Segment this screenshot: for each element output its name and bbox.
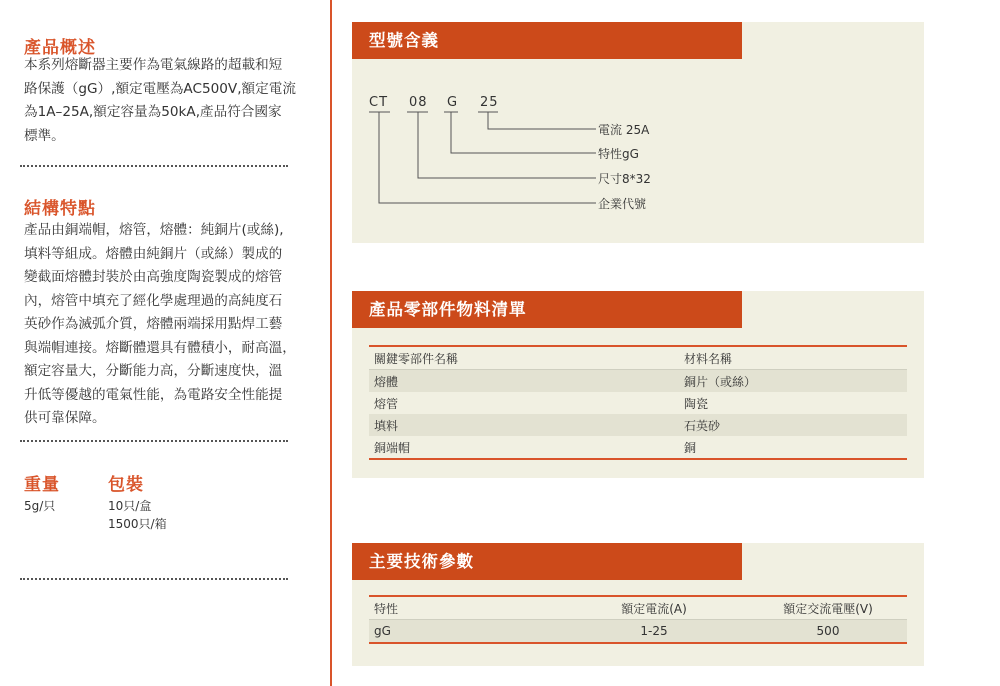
structure-text — [24, 219, 300, 431]
overview-text — [24, 54, 300, 148]
header-part: 關鍵零部件名稱 — [369, 346, 679, 370]
divider — [20, 440, 288, 442]
tech-table — [369, 595, 907, 644]
code-ct: CT — [369, 95, 389, 110]
structure-title: 結構特點 — [24, 199, 96, 219]
structure-line: 產品由銅端帽，熔管，熔體：純銅片(或絲), — [24, 222, 284, 238]
header-rated-current: 額定電流(A) — [559, 596, 749, 620]
structure-line: 填料等組成。熔體由純銅片（或絲）製成的 — [24, 245, 283, 262]
label-company: 企業代號 — [598, 197, 647, 211]
divider — [20, 165, 288, 167]
model-panel — [352, 22, 924, 243]
parts-title: 產品零部件物料清單 — [352, 291, 742, 328]
part-name: 熔體 — [369, 370, 679, 393]
parts-panel — [352, 291, 924, 478]
overview-line: 標準。 — [24, 127, 65, 144]
tech-panel — [352, 543, 924, 666]
material-name: 石英砂 — [679, 414, 907, 436]
characteristic-value: gG — [369, 620, 559, 644]
label-characteristic: 特性gG — [598, 147, 639, 161]
overview-title: 產品概述 — [24, 38, 96, 58]
table-row — [369, 392, 907, 414]
weight-title: 重量 — [24, 475, 60, 495]
rated-current-value: 1-25 — [559, 620, 749, 644]
structure-line: 英砂作為滅弧介質，熔體兩端採用點焊工藝 — [24, 316, 283, 332]
table-row — [369, 436, 907, 459]
packing-title: 包裝 — [108, 475, 144, 495]
part-name: 銅端帽 — [369, 436, 679, 459]
label-size: 尺寸8*32 — [598, 172, 651, 186]
weight-value: 5g/只 — [24, 499, 56, 513]
part-name: 填料 — [369, 414, 679, 436]
tech-title: 主要技術參數 — [352, 543, 742, 580]
table-row — [369, 414, 907, 436]
rated-voltage-value: 500 — [749, 620, 907, 644]
model-title: 型號含義 — [352, 22, 742, 59]
table-header — [369, 346, 907, 370]
overview-line: 本系列熔斷器主要作為電氣線路的超載和短 — [24, 57, 283, 73]
structure-line: 額定容量大，分斷能力高，分斷速度快，溫 — [24, 363, 283, 379]
table-row — [369, 620, 907, 644]
material-name: 陶瓷 — [679, 392, 907, 414]
packing-value: 1500只/箱 — [108, 517, 167, 531]
structure-line: 供可靠保障。 — [24, 410, 106, 426]
structure-line: 變截面熔體封裝於由高強度陶瓷製成的熔管 — [24, 269, 283, 285]
code-25: 25 — [480, 95, 499, 110]
vertical-divider — [330, 0, 332, 686]
overview-line: 為1A–25A,額定容量為50kA,產品符合國家 — [24, 104, 282, 120]
table-header — [369, 596, 907, 620]
table-row — [369, 370, 907, 393]
material-name: 銅片（或絲） — [679, 370, 907, 393]
material-name: 銅 — [679, 436, 907, 459]
code-g: G — [447, 95, 459, 110]
label-current: 電流 25A — [598, 123, 650, 137]
code-08: 08 — [409, 95, 428, 110]
packing-value: 10只/盒 — [108, 499, 152, 513]
parts-table — [369, 345, 907, 460]
divider — [20, 578, 288, 580]
header-characteristic: 特性 — [369, 596, 559, 620]
header-material: 材料名稱 — [679, 346, 907, 370]
left-column — [0, 0, 330, 686]
overview-line: 路保護（gG）,額定電壓為AC500V,額定電流 — [24, 80, 296, 97]
structure-line: 內，熔管中填充了經化學處理過的高純度石 — [24, 292, 283, 309]
structure-line: 與端帽連接。熔斷體還具有體積小，耐高溫， — [24, 339, 296, 356]
header-rated-voltage: 額定交流電壓(V) — [749, 596, 907, 620]
part-name: 熔管 — [369, 392, 679, 414]
structure-line: 升低等優越的電氣性能，為電路安全性能提 — [24, 386, 283, 403]
